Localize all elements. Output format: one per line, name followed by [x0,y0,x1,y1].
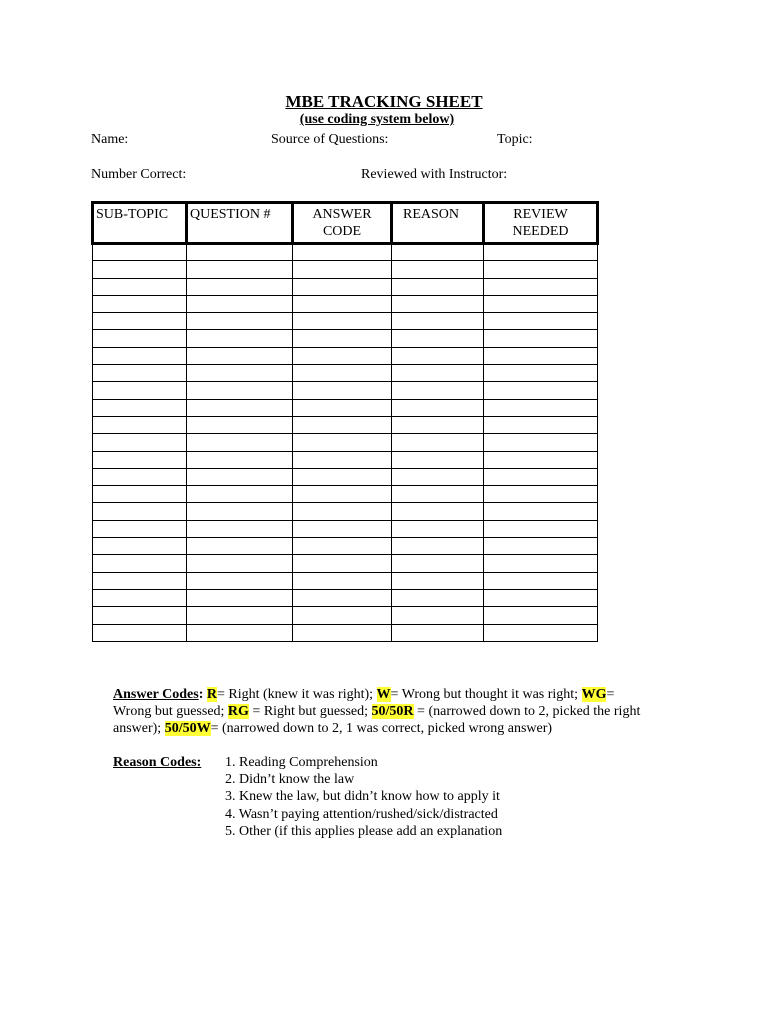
review-needed-cell[interactable] [484,261,598,278]
sub-topic-cell[interactable] [93,572,187,589]
reason-code-item: 4. Wasn’t paying attention/rushed/sick/distracted [225,806,498,822]
reason-cell[interactable] [392,313,484,330]
page-title: MBE TRACKING SHEET [285,92,483,111]
sub-topic-cell[interactable] [93,416,187,433]
review-needed-cell[interactable] [484,313,598,330]
sub-topic-cell[interactable] [93,434,187,451]
answer-code-cell[interactable] [293,244,392,261]
code-rg: RG [227,704,249,719]
table-row [93,434,598,451]
answer-code-cell[interactable] [293,416,392,433]
review-needed-cell[interactable] [484,589,598,606]
table-row [93,589,598,606]
reason-cell[interactable] [392,520,484,537]
question-number-cell[interactable] [187,244,293,261]
table-row [93,365,598,382]
review-needed-cell[interactable] [484,278,598,295]
table-header-row [93,203,598,244]
answer-code-cell[interactable] [293,295,392,312]
question-number-cell[interactable] [187,278,293,295]
answer-code-cell[interactable] [293,261,392,278]
reason-cell[interactable] [392,486,484,503]
code-w-text: = Wrong but thought it was right; [390,687,582,702]
table-row [93,486,598,503]
code-wg-text-1: = [606,687,615,702]
review-needed-cell[interactable] [484,347,598,364]
reason-cell[interactable] [392,416,484,433]
answer-code-cell[interactable] [293,382,392,399]
reason-cell[interactable] [392,451,484,468]
review-needed-cell[interactable] [484,538,598,555]
table-row [93,244,598,261]
code-50-50r-text-2: answer); [113,721,165,736]
code-50-50w-text: = (narrowed down to 2, 1 was correct, picked wrong answer) [210,721,553,736]
sub-topic-cell[interactable] [93,468,187,485]
reason-cell[interactable] [392,503,484,520]
sub-topic-cell[interactable] [93,347,187,364]
answer-code-cell[interactable] [293,347,392,364]
table-row [93,451,598,468]
question-number-cell[interactable] [187,589,293,606]
table-row [93,382,598,399]
table-row [93,572,598,589]
reason-cell[interactable] [392,330,484,347]
code-50-50r-text-1: = (narrowed down to 2, picked the right [413,704,641,719]
table-row [93,330,598,347]
review-needed-cell[interactable] [484,468,598,485]
sub-topic-cell[interactable] [93,451,187,468]
question-number-cell[interactable] [187,347,293,364]
review-needed-cell[interactable] [484,416,598,433]
answer-codes-colon: : [198,687,204,702]
answer-codes-line-2 [113,703,640,720]
answer-codes-line-1 [113,686,614,703]
answer-code-cell[interactable] [293,538,392,555]
sub-topic-cell[interactable] [93,520,187,537]
question-number-cell[interactable] [187,416,293,433]
reason-cell[interactable] [392,538,484,555]
answer-code-cell[interactable] [293,486,392,503]
table-row [93,261,598,278]
page-subtitle: (use coding system below) [299,112,455,127]
sub-topic-cell[interactable] [93,244,187,261]
question-number-cell[interactable] [187,434,293,451]
sub-topic-cell[interactable] [93,295,187,312]
question-number-cell[interactable] [187,313,293,330]
table-row [93,607,598,624]
code-rg-text: = Right but guessed; [248,704,372,719]
question-number-cell[interactable] [187,486,293,503]
table-row [93,313,598,330]
reason-cell[interactable] [392,347,484,364]
answer-code-cell[interactable] [293,589,392,606]
answer-code-cell[interactable] [293,572,392,589]
question-number-cell[interactable] [187,382,293,399]
sub-topic-cell[interactable] [93,313,187,330]
reason-codes-list [225,754,502,840]
reason-cell[interactable] [392,399,484,416]
code-wg: WG [581,687,607,702]
sub-topic-cell[interactable] [93,365,187,382]
answer-code-cell[interactable] [293,330,392,347]
sub-topic-cell[interactable] [93,624,187,641]
reason-cell[interactable] [392,278,484,295]
sub-topic-cell[interactable] [93,330,187,347]
sub-topic-cell[interactable] [93,589,187,606]
table-row [93,347,598,364]
sub-topic-cell[interactable] [93,503,187,520]
table-row [93,278,598,295]
reason-cell[interactable] [392,468,484,485]
reason-cell[interactable] [392,624,484,641]
number-correct-field-label: Number Correct: [91,167,187,182]
review-needed-cell[interactable] [484,555,598,572]
table-row [93,295,598,312]
topic-field-label: Topic: [497,132,533,147]
reason-cell[interactable] [392,382,484,399]
reason-cell[interactable] [392,434,484,451]
review-needed-cell[interactable] [484,486,598,503]
review-needed-cell[interactable] [484,399,598,416]
table-row [93,624,598,641]
table-row [93,555,598,572]
answer-code-cell[interactable] [293,555,392,572]
reason-cell[interactable] [392,365,484,382]
question-number-cell[interactable] [187,520,293,537]
answer-code-cell[interactable] [293,503,392,520]
question-number-cell[interactable] [187,399,293,416]
sub-topic-cell[interactable] [93,399,187,416]
sub-topic-cell[interactable] [93,278,187,295]
header-answer-code: ANSWER CODE [293,203,392,244]
reason-cell[interactable] [392,295,484,312]
question-number-cell[interactable] [187,261,293,278]
answer-codes-line-3 [113,720,552,737]
reason-cell[interactable] [392,572,484,589]
answer-code-cell[interactable] [293,607,392,624]
reason-code-item: 2. Didn’t know the law [225,772,355,788]
source-field-label: Source of Questions: [271,132,389,147]
table-row [93,416,598,433]
reason-code-item: 5. Other (if this applies please add an explanation [225,823,503,839]
review-needed-cell[interactable] [484,365,598,382]
answer-code-cell[interactable] [293,434,392,451]
question-number-cell[interactable] [187,538,293,555]
sub-topic-cell[interactable] [93,261,187,278]
answer-code-cell[interactable] [293,468,392,485]
question-number-cell[interactable] [187,468,293,485]
code-r-text: = Right (knew it was right); [217,687,377,702]
header-reason: REASON [392,203,484,244]
answer-code-cell[interactable] [293,520,392,537]
table-row [93,538,598,555]
reason-cell[interactable] [392,589,484,606]
review-needed-cell[interactable] [484,451,598,468]
question-number-cell[interactable] [187,555,293,572]
code-wg-text-2: Wrong but guessed; [113,704,228,719]
code-50-50r: 50/50R [371,704,414,719]
answer-code-cell[interactable] [293,313,392,330]
table-row [93,503,598,520]
reason-cell[interactable] [392,261,484,278]
question-number-cell[interactable] [187,503,293,520]
review-needed-cell[interactable] [484,607,598,624]
review-needed-cell[interactable] [484,295,598,312]
reviewed-field-label: Reviewed with Instructor: [361,167,508,182]
answer-codes-label: Answer Codes [113,687,199,702]
answer-code-cell[interactable] [293,451,392,468]
question-number-cell[interactable] [187,365,293,382]
header-sub-topic: SUB-TOPIC [93,203,187,244]
review-needed-cell[interactable] [484,382,598,399]
tracking-table [91,201,599,642]
question-number-cell[interactable] [187,624,293,641]
table-row [93,468,598,485]
answer-code-cell[interactable] [293,365,392,382]
table-row [93,399,598,416]
reason-code-item: 3. Knew the law, but didn’t know how to apply it [225,789,500,805]
review-needed-cell[interactable] [484,330,598,347]
reason-code-item: 1. Reading Comprehension [225,755,378,770]
question-number-cell[interactable] [187,295,293,312]
sub-topic-cell[interactable] [93,607,187,624]
table-row [93,520,598,537]
review-needed-cell[interactable] [484,434,598,451]
sub-topic-cell[interactable] [93,486,187,503]
reason-codes-label: Reason Codes: [113,755,202,770]
question-number-cell[interactable] [187,451,293,468]
answer-code-cell[interactable] [293,278,392,295]
answer-code-cell[interactable] [293,399,392,416]
name-field-label: Name: [91,132,129,147]
code-50-50w: 50/50W [164,721,211,736]
sub-topic-cell[interactable] [93,382,187,399]
header-question-number: QUESTION # [187,203,293,244]
review-needed-cell[interactable] [484,624,598,641]
question-number-cell[interactable] [187,330,293,347]
question-number-cell[interactable] [187,572,293,589]
code-w: W [376,687,391,702]
sub-topic-cell[interactable] [93,555,187,572]
answer-code-cell[interactable] [293,624,392,641]
reason-cell[interactable] [392,555,484,572]
review-needed-cell[interactable] [484,503,598,520]
reason-cell[interactable] [392,607,484,624]
sub-topic-cell[interactable] [93,538,187,555]
code-r: R [206,687,217,702]
reason-cell[interactable] [392,244,484,261]
review-needed-cell[interactable] [484,244,598,261]
question-number-cell[interactable] [187,607,293,624]
header-review-needed: REVIEW NEEDED [484,203,598,244]
review-needed-cell[interactable] [484,520,598,537]
review-needed-cell[interactable] [484,572,598,589]
